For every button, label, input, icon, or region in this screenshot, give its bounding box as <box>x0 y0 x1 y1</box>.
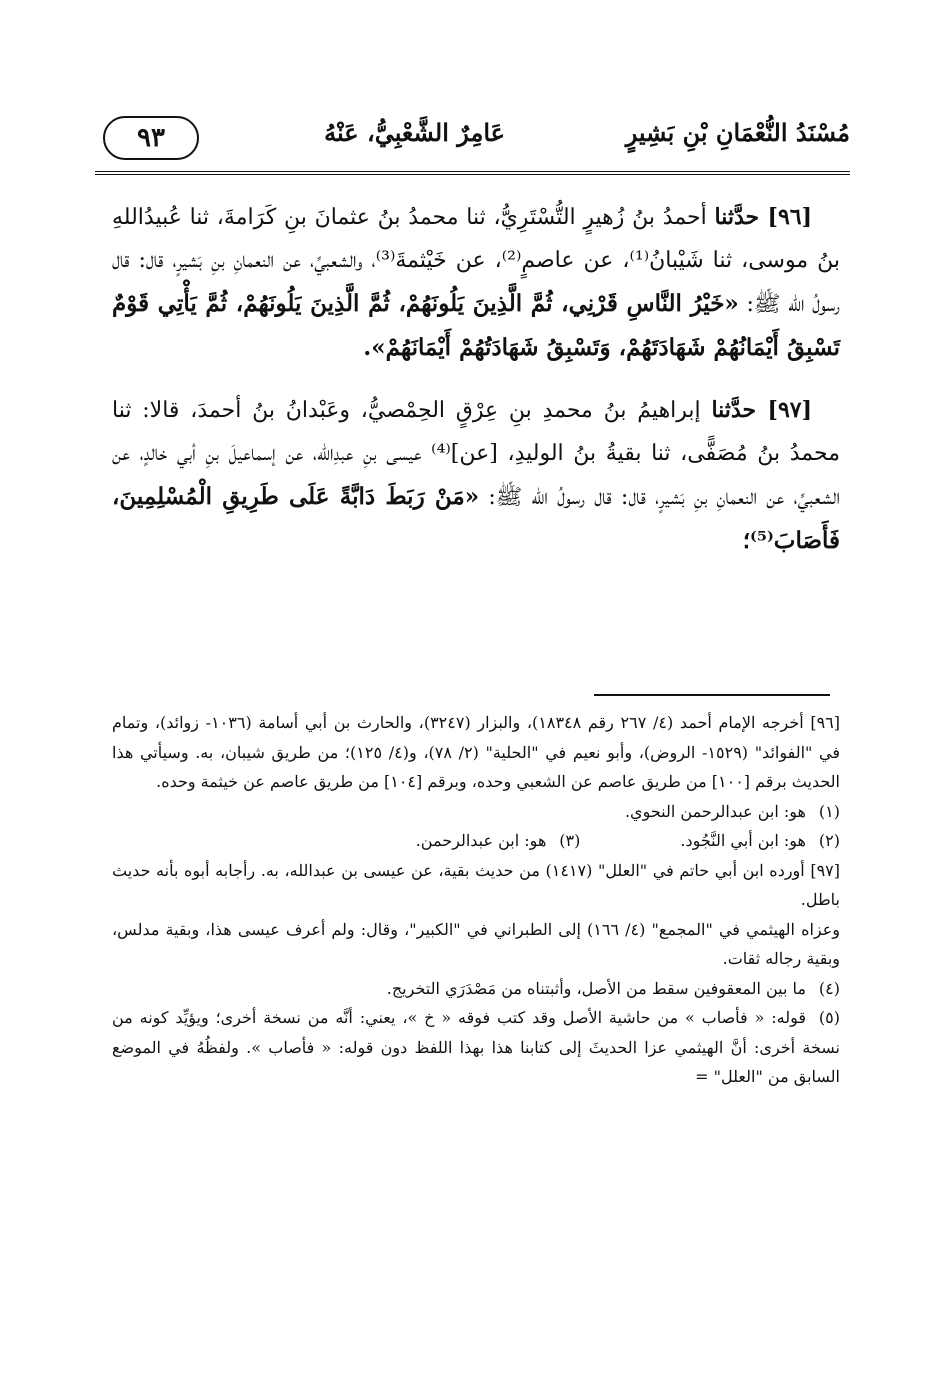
footnote-3-text: هو: ابن عبدالرحمن. <box>415 831 547 850</box>
main-text <box>112 196 840 582</box>
footnote-97-b: وعزاه الهيثمي في "المجمع" (٤/ ١٦٦) إلى الطبراني في "الكبير"، وقال: ولم أعرف عيسى هذا، وبقية مدلس، وبقية رجاله ثقات. <box>112 919 841 968</box>
footnote-97-a: [٩٧] أورده ابن أبي حاتم في "العلل" (١٤١٧) من حديث بقية، عن عيسى بن عبدالله، به. رأجابه أبوه بأنه حديث باطل. <box>112 860 841 909</box>
footnotes <box>112 708 840 1092</box>
hadith-97-paragraph <box>112 389 840 563</box>
footnote-5 <box>112 1003 840 1092</box>
footnote-4 <box>112 974 840 1004</box>
footnote-2-number: (٢) <box>818 831 840 850</box>
footnote-5-number: (٥) <box>818 1008 840 1027</box>
footnote-5-text: قوله: « فأصاب » من حاشية الأصل وقد كتب فوقه « خ »، يعني: أنَّه من نسخة أخرى؛ ويؤيِّد كونه من نسخة أخرى: أنَّ الهيثمي عزا الحديثَ إلى كتابنا هذا بهذا اللفظ دون قوله: « فأصاب ». ولفظُهُ في الموضع السابق من "العلل" = <box>112 1008 841 1086</box>
footnote-3 <box>416 826 581 856</box>
hadith-96-chain: أحمدُ بنُ زُهيرٍ التُّسْتَرِيُّ، ثنا محمدُ بنُ عثمانَ بنِ كَرَامةَ، ثنا عُبيدُاللهِ بنُ موسى، ثنا شَيْبانُ⁽¹⁾، عن عاصمٍ⁽²⁾، عن خَيْثمةَ⁽³⁾، والشعبيِّ، عن النعمانِ بنِ بَشيرٍ، قال: قال رسولُ الله ﷺ: <box>112 205 840 317</box>
footnote-96: [٩٦] أخرجه الإمام أحمد (٤/ ٢٦٧ رقم ١٨٣٤٨)، والبزار (٣٢٤٧)، والحارث بن أبي أسامة (١٠٣٦- زوائد)، وتمام في "الفوائد" (١٥٢٩- الروض)، وأبو نعيم في "الحلية" (٢/ ٧٨)، و(٤/ ١٢٥)؛ من طريق شيبان، به. وسيأتي هذا الحديث برقم [١٠٠] من طريق عاصم عن الشعبي وحده، وبرقم [١٠٤] من طريق عاصم عن خيثمة وحده. <box>112 713 841 791</box>
footnote-4-number: (٤) <box>818 978 840 998</box>
footnote-1-number: (١) <box>818 801 840 821</box>
hadith-97-chain: إبراهيمُ بنُ محمدِ بنِ عِرْقٍ الحِمْصيُّ، وعَبْدانُ بنُ أحمدَ، قالا: ثنا محمدُ بنُ مُصَفًّى، ثنا بقيةُ بنُ الوليدِ، [عن]⁽⁴⁾ عيسى بنِ عبدِالله، عن إسماعيلَ بنِ أبي خالدٍ، عن الشعبيِّ، عن النعمانِ بنِ بَشيرٍ، قال: قال رسولُ الله ﷺ: <box>112 398 840 510</box>
footnote-rule <box>594 694 830 696</box>
footnote-2-3-row <box>112 826 840 856</box>
running-header <box>95 112 850 172</box>
page-number-badge: ٩٣ <box>103 116 199 160</box>
footnote-3-number: (٣) <box>559 831 581 850</box>
header-rule <box>95 171 850 175</box>
footnote-2-text: هو: ابن أبي النَّجُود. <box>680 831 806 850</box>
hadith-97-text: «مَنْ رَبَطَ دَابَّةً عَلَى طَرِيقِ الْمُسْلِمِينَ، فَأَصَابَ⁽⁵⁾؛ <box>112 483 840 554</box>
hadith-96-paragraph <box>112 196 840 370</box>
hadith-96-lead: [٩٦] حدَّثنا <box>714 204 812 230</box>
hadith-96-text: «خَيْرُ النَّاسِ قَرْنِي، ثُمَّ الَّذِينَ يَلُونَهُمْ، ثُمَّ الَّذِينَ يَلُونَهُمْ، ثُمَّ يَأْتِي قَوْمٌ تَسْبِقُ أَيْمَانُهُمْ شَهَادَتَهُمْ، وَتَسْبِقُ شَهَادَتُهُمْ أَيْمَانَهُمْ». <box>112 290 840 361</box>
header-subtitle: عَامِرٌ الشَّعْبِيُّ، عَنْهُ <box>324 118 505 147</box>
hadith-97-lead: [٩٧] حدَّثنا <box>711 397 812 423</box>
footnote-1 <box>112 797 840 827</box>
footnote-4-text: ما بين المعقوفين سقط من الأصل، وأثبتناه من مَصْدَرَي التخريج. <box>386 978 806 998</box>
footnote-1-text: هو: ابن عبدالرحمن النحوي. <box>624 801 806 821</box>
header-title: مُسْنَدُ النُّعْمَانِ بْنِ بَشِيرٍ <box>625 118 850 147</box>
footnote-2 <box>680 826 840 856</box>
